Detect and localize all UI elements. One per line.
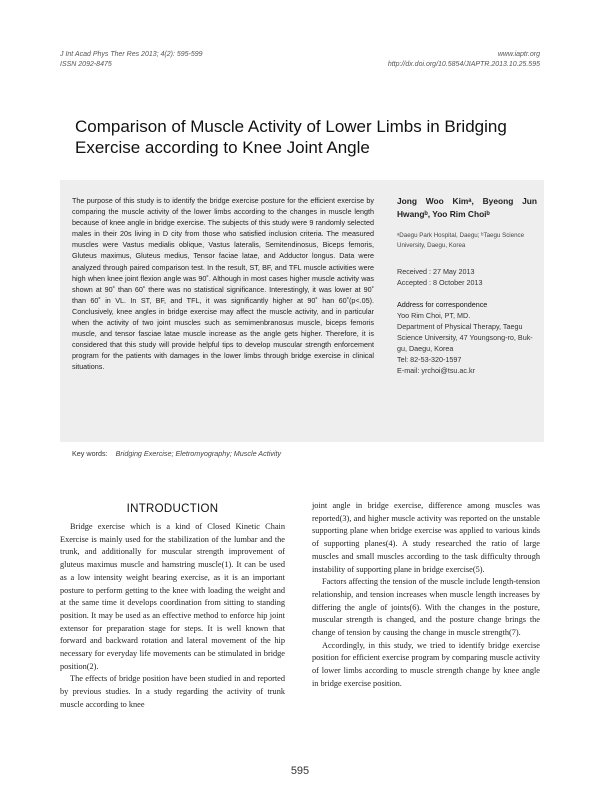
correspondence-email[interactable]: E-mail: yrchoi@tsu.ac.kr [397, 366, 475, 375]
intro-paragraph: joint angle in bridge exercise, difference among muscles was reported(3), and higher muscle activity was reported on the unstable supporting plane when bridge exercise was applied to various kinds of supporting planes(4). A study researched the ratio of large muscles and small muscles according to the task difficulty through instability of supporting plane in bridge exercise(5). [312, 501, 540, 574]
intro-paragraph: The effects of bridge position have been studied in and reported by previous studies. In a study regarding the activity of trunk muscle according to knee [60, 674, 285, 709]
abstract: The purpose of this study is to identify the bridge exercise posture for the efficient exercise by comparing the muscle activity of the lower limbs according to the changes in muscle length because of knee angle in bridge exercise. The subjects of this study were 9 randomly selected males in their 20s living in D city from those who satisfied inclusion criteria. The measured muscles were Vastus medialis oblique, Vastus lateralis, Semitendinosus, Biceps femoris, Gluteus maximus, Gluteus medius, Tensor faciae latae, and Adductor longus. Data were analyzed through paired comparison test. In the result, ST, BF, and TFL muscle activities were high when knee joint flexion angle was 90˚. Although in most cases higher muscle activity was shown at 90˚ than 60˚ there was no statistical significance. Interestingly, it was lower at 90˚ than 60˚ in VL. In ST, BF, and TFL, it was significantly higher at 90˚ han 60˚(p<.05). Conclusively, knee angles in bridge exercise may affect the muscle activity, and in particular when the activity of two joint muscles such as semimenbranosus muscle, biceps femoris muscle, and tensor fasciae latae muscle increase as the angle gets higher. Therefore, it is considered that this study will provide helpful tips to develop muscular strength enforcement program for the patients with damages in the lower limbs through bridge exercise in clinical situations. [72, 196, 374, 372]
author-list: Jong Woo Kimᵃ, Byeong Jun Hwangᵇ, Yoo Rim Choiᵇ [397, 196, 537, 219]
keywords-line [72, 448, 281, 459]
doi-link[interactable]: http://dx.doi.org/10.5854/JIAPTR.2013.10.25.595 [387, 61, 540, 68]
received-date: Received : 27 May 2013 [397, 267, 475, 276]
journal-website[interactable]: www.iaptr.org [497, 51, 540, 58]
keywords-label: Key words: [72, 449, 108, 458]
intro-paragraph: Accordingly, in this study, we tried to identify bridge exercise position for efficient exercise program by comparing muscle activity of lower limbs according to muscle strength change by knee angle in bridge exercise position. [312, 640, 540, 688]
issn: ISSN 2092-8475 [60, 61, 112, 68]
correspondence-tel: Tel: 82-53-320-1597 [397, 355, 462, 364]
correspondence-dept: Department of Physical Therapy, Taegu Science University, 47 Youngsong-ro, Buk-gu, Daegu, Korea [397, 322, 533, 353]
keywords-text: Bridging Exercise; Eletromyography; Muscle Activity [115, 449, 282, 458]
article-dates [397, 266, 539, 288]
introduction-heading: INTRODUCTION [126, 503, 219, 515]
accepted-date: Accepted : 8 October 2013 [397, 278, 483, 287]
intro-paragraph: Factors affecting the tension of the muscle include length-tension relationship, and tension increases when muscle length increases by differing the angle of joints(6). With the changes in the posture, muscular strength is changed, and the posture change brings the change of tension by causing the change in muscle strength(7). [312, 577, 540, 638]
journal-citation: J Int Acad Phys Ther Res 2013; 4(2): 595-599 [60, 51, 203, 58]
journal-header-right [388, 50, 540, 70]
correspondence-block [397, 310, 542, 376]
page-number: 595 [290, 765, 310, 777]
paper-title: Comparison of Muscle Activity of Lower Limbs in Bridging Exercise according to Knee Joint Angle [75, 117, 507, 157]
correspondence-name: Yoo Rim Choi, PT, MD. [397, 311, 471, 320]
intro-paragraph: Bridge exercise which is a kind of Closed Kinetic Chain Exercise is mainly used for the stabilization of the lumbar and the trunk, and additionally for muscular strength improvement of gluteus maximus muscle and hamstring muscle(1). It can be used as a low intensity weight bearing exercise, as it is an important posture to perform getting to the knee with loading the weight and at the same time it develops coordination from sitting to standing position. It may be used as an effective method to enforce hip joint extensor for preparation stage for steps. It is well known that forward and backward rotation and lateral movement of the hip necessary for everyday life movements can be stimulated in bridge position(2). [60, 522, 285, 671]
intro-column-left [60, 521, 285, 712]
affiliations: ᵃDaegu Park Hospital, Daegu; ᵇTaegu Science University, Daegu, Korea [397, 232, 525, 249]
journal-header-left [60, 50, 203, 70]
intro-column-right [312, 500, 540, 691]
correspondence-heading: Address for correspondence [397, 300, 488, 309]
